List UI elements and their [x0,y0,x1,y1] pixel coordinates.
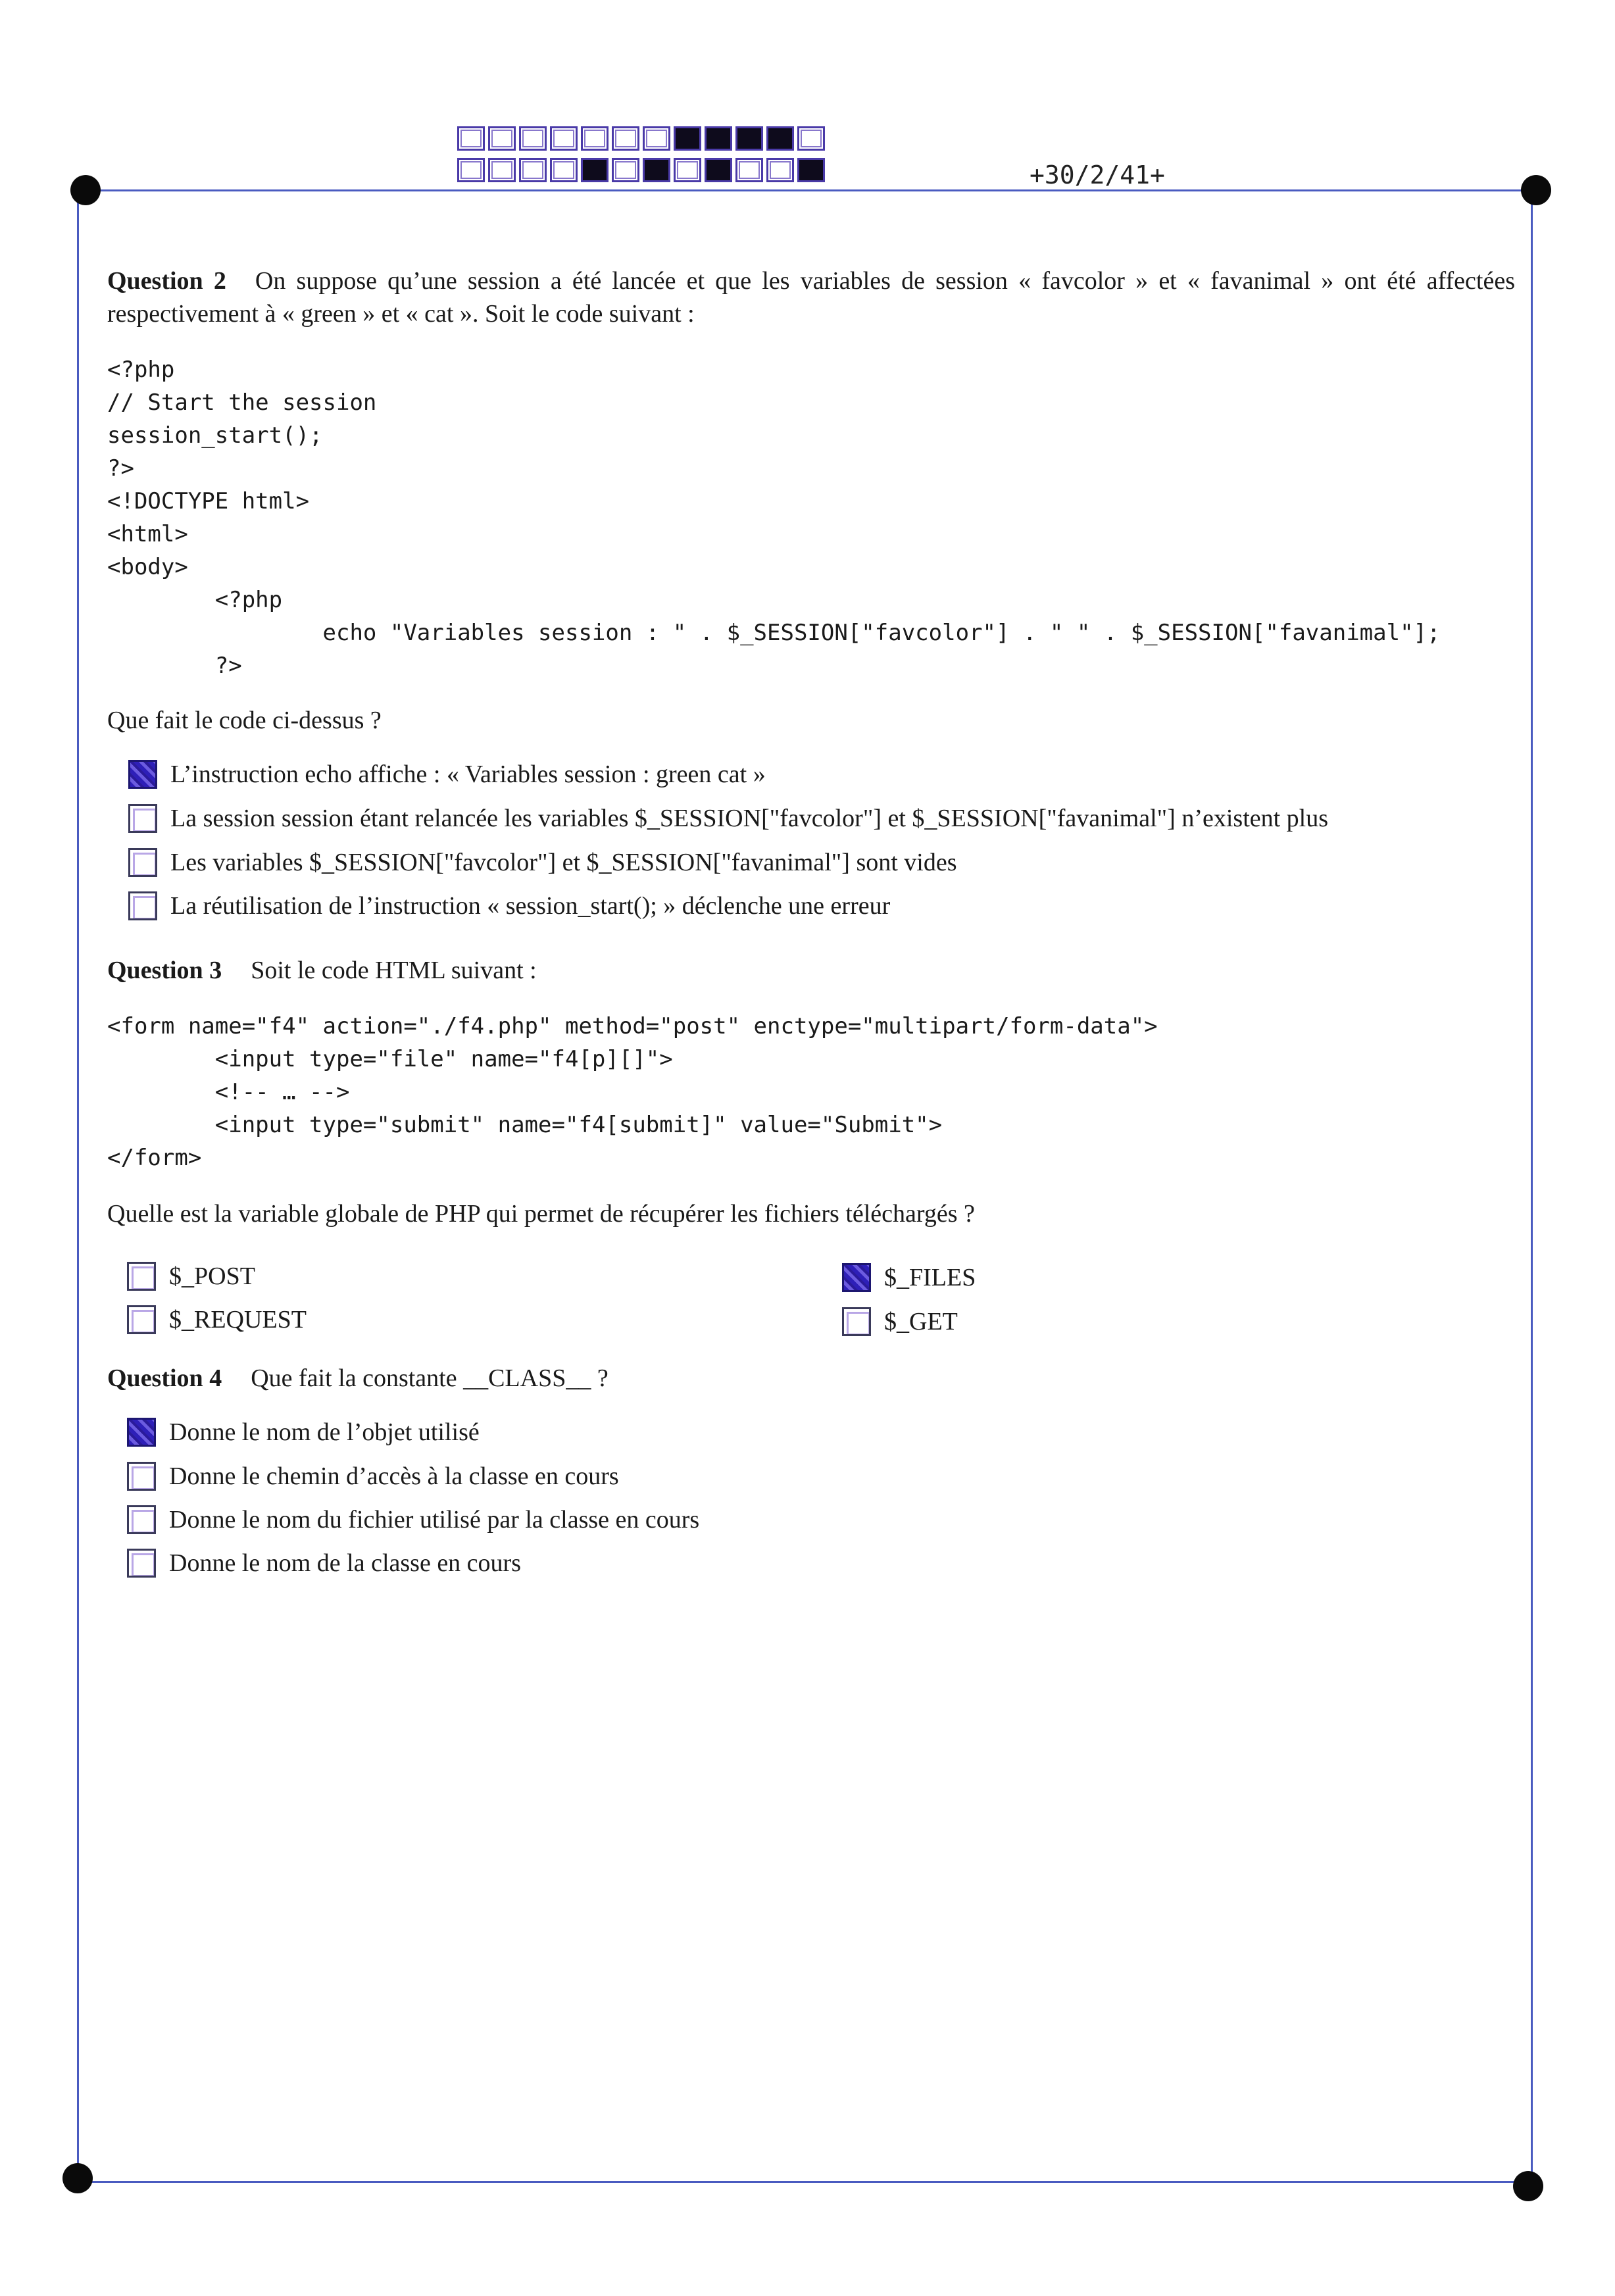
id-code-cell [643,158,670,182]
q3-option-1-checkbox[interactable] [127,1262,156,1291]
question-2-label: Question 2 [107,267,226,295]
q2-option-4-checkbox[interactable] [128,891,157,920]
q4-option-1-checkbox[interactable] [127,1418,156,1447]
q4-option-4-label: Donne le nom de la classe en cours [169,1549,521,1577]
q4-option-4-checkbox[interactable] [127,1549,156,1578]
question-2-text: On suppose qu’une session a été lancée et que les variables de session « favcolor » et « favanimal » ont été affectées respectivement à « green » et « cat ». Soit le code suivant : [107,267,1515,328]
corner-marker-top-right [1521,175,1551,205]
question-2-statement [107,264,1515,330]
q2-option-2-checkbox[interactable] [128,804,157,833]
corner-marker-bottom-left [62,2163,93,2193]
id-code-cell [457,158,485,182]
id-code-cell [612,126,639,151]
id-code-cell [581,126,609,151]
id-code-cell [735,158,763,182]
id-code-cell [550,158,578,182]
q3-option-4-label: $_GET [884,1308,958,1335]
question-4-label: Question 4 [107,1364,222,1392]
frame-bottom-line [78,2181,1533,2183]
question-4-text: Que fait la constante __CLASS__ ? [251,1364,609,1392]
corner-marker-bottom-right [1513,2171,1543,2201]
question-4-statement [107,1362,609,1395]
id-code-cell [766,126,794,151]
id-code-row-1 [457,126,828,151]
frame-left-line [77,189,79,2182]
id-code-cell [735,126,763,151]
q2-option-2[interactable] [128,804,1328,833]
q4-option-4[interactable] [127,1549,521,1578]
question-3-statement [107,954,537,987]
id-code-row-2 [457,158,828,182]
q4-option-2[interactable] [127,1462,619,1491]
q2-option-3[interactable] [128,848,957,877]
frame-right-line [1531,189,1533,2182]
id-code-cell [766,158,794,182]
question-3-text: Soit le code HTML suivant : [251,957,537,984]
id-code-cell [674,158,701,182]
q3-option-4-checkbox[interactable] [842,1307,871,1336]
q3-option-2-checkbox[interactable] [842,1263,871,1292]
id-code-cell [643,126,670,151]
q2-option-3-checkbox[interactable] [128,848,157,877]
q2-option-2-label: La session session étant relancée les variables $_SESSION["favcolor"] et $_SESSION["favanimal"] n’existent plus [170,805,1329,832]
id-code-cell [581,158,609,182]
id-code-cell [797,126,825,151]
question-2-prompt: Que fait le code ci-dessus ? [107,707,382,734]
q4-option-3-checkbox[interactable] [127,1505,156,1534]
id-code-cell [797,158,825,182]
q2-option-4[interactable] [128,891,890,920]
q3-option-1[interactable] [127,1262,255,1291]
q4-option-3-label: Donne le nom du fichier utilisé par la classe en cours [169,1506,700,1534]
q3-option-1-label: $_POST [169,1262,255,1290]
question-3-code: <form name="f4" action="./f4.php" method="post" enctype="multipart/form-data"> <input type="file" name="f4[p][]"> <!-- … --> <input type="submit" name="f4[submit]" value="Submit"> </form> [107,1013,1158,1171]
q3-option-4[interactable] [842,1307,958,1336]
q2-option-1-checkbox[interactable] [128,760,157,789]
id-code-cell [550,126,578,151]
id-code-cell [519,126,547,151]
id-code-cell [705,126,732,151]
q4-option-1[interactable] [127,1418,480,1447]
corner-marker-top-left [70,175,101,205]
q3-option-3-checkbox[interactable] [127,1305,156,1334]
q3-option-3[interactable] [127,1305,307,1334]
question-3-label: Question 3 [107,957,222,984]
q2-option-1[interactable] [128,760,766,789]
id-code-cell [488,158,516,182]
q4-option-3[interactable] [127,1505,699,1534]
q3-option-2-label: $_FILES [884,1264,976,1291]
frame-top-line [86,189,1537,191]
q2-option-1-label: L’instruction echo affiche : « Variables session : green cat » [170,761,766,788]
q3-option-2[interactable] [842,1263,976,1292]
q4-option-2-label: Donne le chemin d’accès à la classe en cours [169,1462,619,1490]
q4-option-2-checkbox[interactable] [127,1462,156,1491]
question-3-prompt: Quelle est la variable globale de PHP qui permet de récupérer les fichiers téléchargés ? [107,1200,975,1228]
q4-option-1-label: Donne le nom de l’objet utilisé [169,1418,480,1446]
id-code-cell [457,126,485,151]
page-code: +30/2/41+ [1030,161,1165,189]
id-code-cell [488,126,516,151]
q3-option-3-label: $_REQUEST [169,1306,307,1334]
id-code-cell [705,158,732,182]
id-code-cell [674,126,701,151]
question-2-code: <?php // Start the session session_start(); ?> <!DOCTYPE html> <html> <body> <?php echo "Variables session : " . $_SESSION["favcolor"] . " " . $_SESSION["favanimal"]; ?> [107,357,1441,679]
q2-option-4-label: La réutilisation de l’instruction « session_start(); » déclenche une erreur [170,892,891,920]
q2-option-3-label: Les variables $_SESSION["favcolor"] et $_SESSION["favanimal"] sont vides [170,849,957,876]
id-code-cell [612,158,639,182]
id-code-cell [519,158,547,182]
